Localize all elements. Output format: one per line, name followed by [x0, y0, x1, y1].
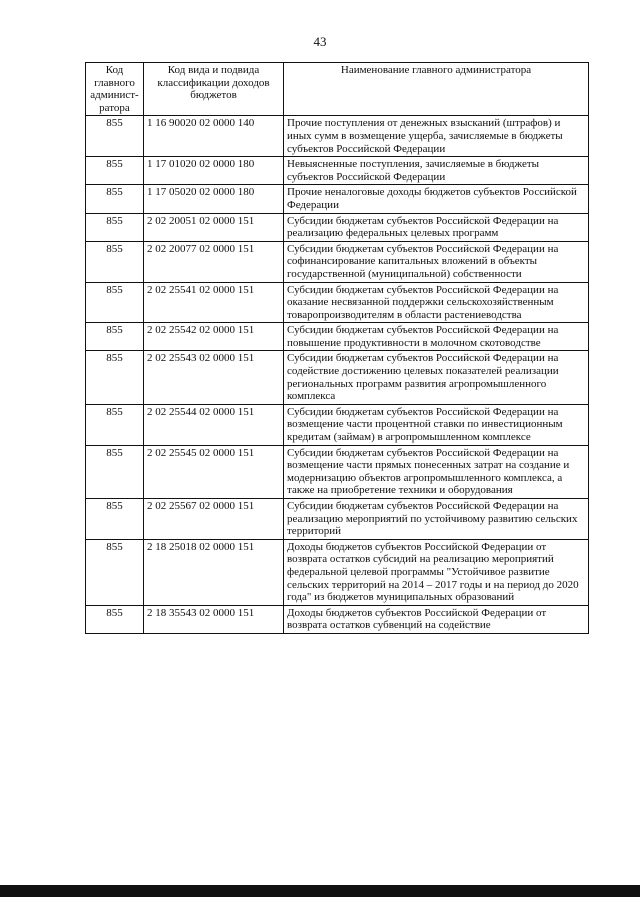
- admin-name-cell: Доходы бюджетов субъектов Российской Федерации от возврата остатков субвенций на содействие: [284, 605, 589, 633]
- table-header: [86, 63, 589, 116]
- admin-name-cell: Доходы бюджетов субъектов Российской Федерации от возврата остатков субсидий на реализацию мероприятий федеральной целевой программы "Устойчивое развитие сельских территорий на 2014 – 2017 годы и на период до 2020 года" из бюджетов муниципальных образований: [284, 539, 589, 605]
- table-header-row: [86, 63, 589, 116]
- table-row: [86, 323, 589, 351]
- revenue-code-cell: 2 02 20077 02 0000 151: [144, 241, 284, 282]
- header-admin-name: Наименование главного администратора: [284, 63, 589, 116]
- admin-name-cell: Невыясненные поступления, зачисляемые в бюджеты субъектов Российской Федерации: [284, 157, 589, 185]
- revenue-code-cell: 2 02 25543 02 0000 151: [144, 351, 284, 404]
- revenue-code-cell: 2 02 25545 02 0000 151: [144, 445, 284, 498]
- admin-name-cell: Прочие неналоговые доходы бюджетов субъектов Российской Федерации: [284, 185, 589, 213]
- admin-code-cell: 855: [86, 157, 144, 185]
- table-body: [86, 116, 589, 634]
- table-row: [86, 282, 589, 323]
- table-row: [86, 605, 589, 633]
- table-row: [86, 539, 589, 605]
- admin-code-cell: 855: [86, 241, 144, 282]
- revenue-code-cell: 1 17 05020 02 0000 180: [144, 185, 284, 213]
- admin-code-cell: 855: [86, 539, 144, 605]
- table-row: [86, 404, 589, 445]
- table-row: [86, 499, 589, 540]
- revenue-code-cell: 2 02 25567 02 0000 151: [144, 499, 284, 540]
- page-number: 43: [313, 34, 327, 49]
- table-row: [86, 241, 589, 282]
- table-row: [86, 157, 589, 185]
- revenue-code-cell: 2 02 20051 02 0000 151: [144, 213, 284, 241]
- table-row: [86, 116, 589, 157]
- revenue-code-cell: 2 02 25542 02 0000 151: [144, 323, 284, 351]
- revenue-code-cell: 2 18 25018 02 0000 151: [144, 539, 284, 605]
- table-row: [86, 445, 589, 498]
- admin-name-cell: Субсидии бюджетам субъектов Российской Федерации на повышение продуктивности в молочном скотоводстве: [284, 323, 589, 351]
- admin-name-cell: Субсидии бюджетам субъектов Российской Федерации на оказание несвязанной поддержки сельскохозяйственным товаропроизводителям в области растениеводства: [284, 282, 589, 323]
- table-row: [86, 185, 589, 213]
- admin-code-cell: 855: [86, 351, 144, 404]
- admin-code-cell: 855: [86, 445, 144, 498]
- admin-name-cell: Субсидии бюджетам субъектов Российской Федерации на софинансирование капитальных вложений в объекты государственной (муниципальной) собственности: [284, 241, 589, 282]
- revenue-code-cell: 2 18 35543 02 0000 151: [144, 605, 284, 633]
- admin-name-cell: Субсидии бюджетам субъектов Российской Федерации на реализацию мероприятий по устойчивому развитию сельских территорий: [284, 499, 589, 540]
- table-row: [86, 213, 589, 241]
- header-admin-code: Код главного админист-ратора: [86, 63, 144, 116]
- revenue-administrators-table: [85, 62, 589, 634]
- admin-code-cell: 855: [86, 213, 144, 241]
- header-revenue-code: Код вида и подвида классификации доходов бюджетов: [144, 63, 284, 116]
- admin-code-cell: 855: [86, 323, 144, 351]
- admin-code-cell: 855: [86, 499, 144, 540]
- admin-name-cell: Субсидии бюджетам субъектов Российской Федерации на реализацию федеральных целевых программ: [284, 213, 589, 241]
- admin-code-cell: 855: [86, 116, 144, 157]
- admin-name-cell: Субсидии бюджетам субъектов Российской Федерации на возмещение части прямых понесенных затрат на создание и модернизацию объектов агропромышленного комплекса, а также на приобретение техники и оборудования: [284, 445, 589, 498]
- revenue-code-cell: 2 02 25541 02 0000 151: [144, 282, 284, 323]
- table-row: [86, 351, 589, 404]
- revenue-code-cell: 1 17 01020 02 0000 180: [144, 157, 284, 185]
- revenue-code-cell: 1 16 90020 02 0000 140: [144, 116, 284, 157]
- admin-name-cell: Субсидии бюджетам субъектов Российской Федерации на возмещение части процентной ставки по инвестиционным кредитам (займам) в агропромышленном комплексе: [284, 404, 589, 445]
- admin-name-cell: Субсидии бюджетам субъектов Российской Федерации на содействие достижению целевых показателей реализации региональных программ развития агропромышленного комплекса: [284, 351, 589, 404]
- admin-code-cell: 855: [86, 185, 144, 213]
- admin-code-cell: 855: [86, 605, 144, 633]
- revenue-code-cell: 2 02 25544 02 0000 151: [144, 404, 284, 445]
- admin-name-cell: Прочие поступления от денежных взысканий (штрафов) и иных сумм в возмещение ущерба, зачисляемые в бюджеты субъектов Российской Федерации: [284, 116, 589, 157]
- admin-code-cell: 855: [86, 404, 144, 445]
- admin-code-cell: 855: [86, 282, 144, 323]
- scan-bottom-edge: [0, 885, 640, 897]
